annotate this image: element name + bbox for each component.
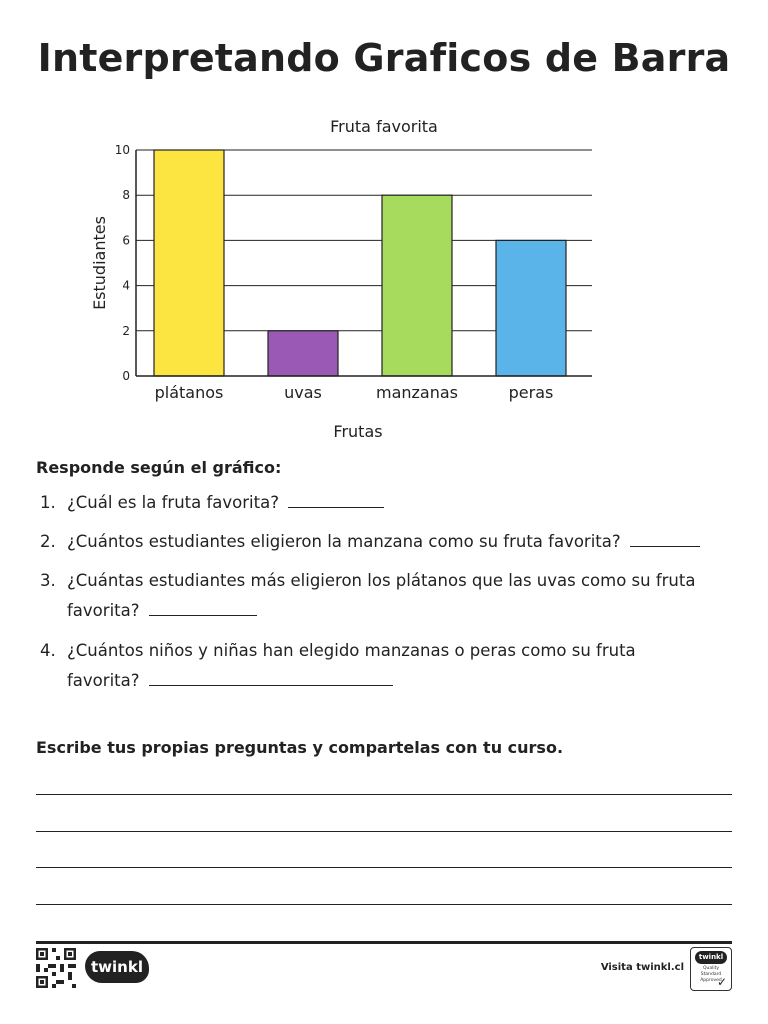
x-tick-label: manzanas xyxy=(375,383,459,402)
own-questions-heading: Escribe tus propias preguntas y compartelas con tu curso. xyxy=(36,738,564,757)
footer-divider xyxy=(36,941,732,944)
question-text: ¿Cuántas estudiantes más eligieron los plátanos que las uvas como su fruta xyxy=(67,571,696,590)
x-axis-label: Frutas xyxy=(333,422,383,441)
question-text: ¿Cuántos estudiantes eligieron la manzana como su fruta favorita? xyxy=(67,532,621,551)
writing-line[interactable] xyxy=(36,867,732,868)
answer-blank[interactable] xyxy=(149,598,257,616)
question-text-continued: favorita? xyxy=(67,671,140,690)
answer-blank[interactable] xyxy=(630,529,700,547)
answer-blank[interactable] xyxy=(288,490,384,508)
y-axis-label: Estudiantes xyxy=(90,216,109,310)
chart-title: Fruta favorita xyxy=(330,117,438,136)
x-tick-label: plátanos xyxy=(154,383,224,402)
page-title: Interpretando Graficos de Barra xyxy=(37,36,731,80)
question-text: ¿Cuál es la fruta favorita? xyxy=(67,493,279,512)
bar-uvas xyxy=(268,331,338,376)
y-tick-label: 10 xyxy=(114,143,130,157)
question-number: 2. xyxy=(40,532,56,551)
writing-line[interactable] xyxy=(36,831,732,832)
x-tick-label: uvas xyxy=(284,383,322,402)
x-tick-label: peras xyxy=(508,383,554,402)
question-number: 3. xyxy=(40,571,56,590)
y-tick-label: 8 xyxy=(122,188,130,203)
quality-badge-icon xyxy=(690,947,732,991)
visit-link[interactable]: Visita twinkl.cl xyxy=(600,962,684,973)
bar-chart xyxy=(0,105,768,450)
y-tick-label: 6 xyxy=(122,233,130,248)
question-number: 1. xyxy=(40,493,56,512)
question-text: ¿Cuántos niños y niñas han elegido manzanas o peras como su fruta xyxy=(67,641,636,660)
questions-heading: Responde según el gráfico: xyxy=(36,458,282,477)
writing-line[interactable] xyxy=(36,794,732,795)
bar-plátanos xyxy=(154,150,224,376)
bar-manzanas xyxy=(382,195,452,376)
question-text-continued: favorita? xyxy=(67,601,140,620)
bar-peras xyxy=(496,240,566,376)
check-icon: ✓ xyxy=(717,975,728,989)
qr-code-icon xyxy=(36,948,76,988)
answer-blank[interactable] xyxy=(149,668,393,686)
y-tick-label: 4 xyxy=(122,278,130,293)
twinkl-logo: twinkl xyxy=(85,951,149,983)
writing-line[interactable] xyxy=(36,904,732,905)
y-tick-label: 2 xyxy=(122,323,130,338)
badge-logo: twinkl xyxy=(695,951,727,964)
y-tick-label: 0 xyxy=(122,369,130,383)
question-number: 4. xyxy=(40,641,56,660)
badge-text: Quality Standard Approved xyxy=(700,966,722,983)
